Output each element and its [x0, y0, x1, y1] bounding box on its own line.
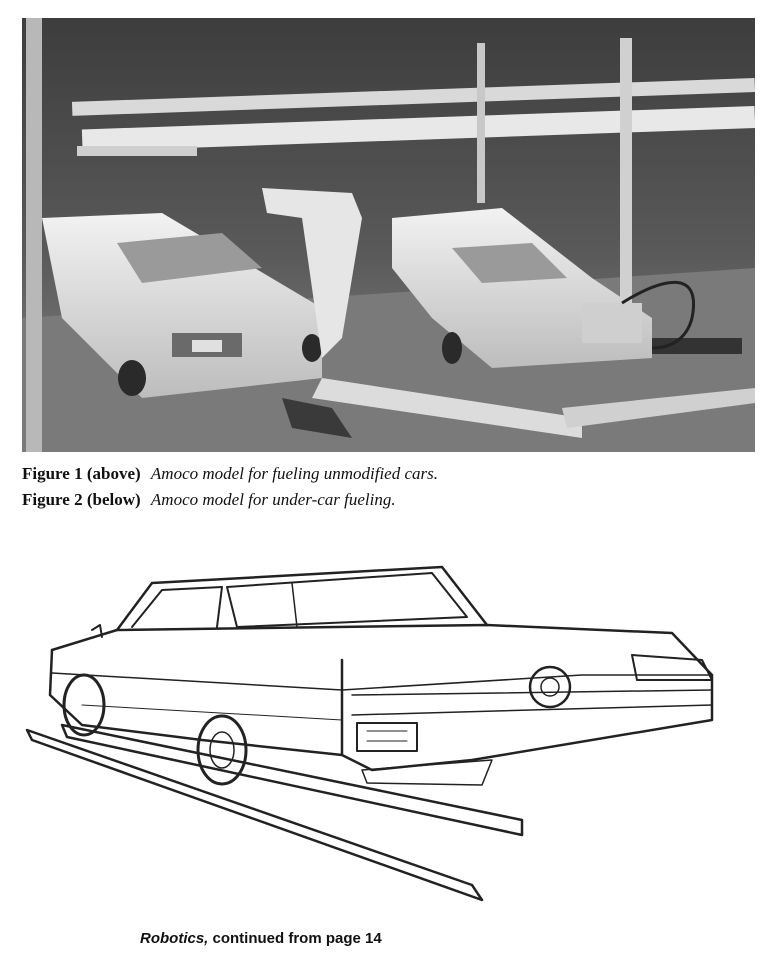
- figure-1-photo: [22, 18, 755, 452]
- figure-2-caption: [22, 487, 742, 513]
- figure-2-label: Figure 2 (below): [22, 490, 141, 509]
- continued-text: continued from page 14: [208, 930, 382, 947]
- figure-1-caption: [22, 461, 742, 487]
- section-name: Robotics,: [140, 930, 209, 947]
- figure-1-caption-text: Amoco model for fueling unmodified cars.: [150, 464, 438, 483]
- continued-note: [140, 930, 382, 947]
- figure-captions: [22, 461, 742, 513]
- figure-2-caption-text: Amoco model for under-car fueling.: [150, 490, 396, 509]
- figure-1-label: Figure 1 (above): [22, 464, 141, 483]
- fueling-model-photo: [22, 18, 755, 452]
- figure-2-drawing: [22, 555, 722, 915]
- under-car-fueling-drawing: [22, 555, 722, 915]
